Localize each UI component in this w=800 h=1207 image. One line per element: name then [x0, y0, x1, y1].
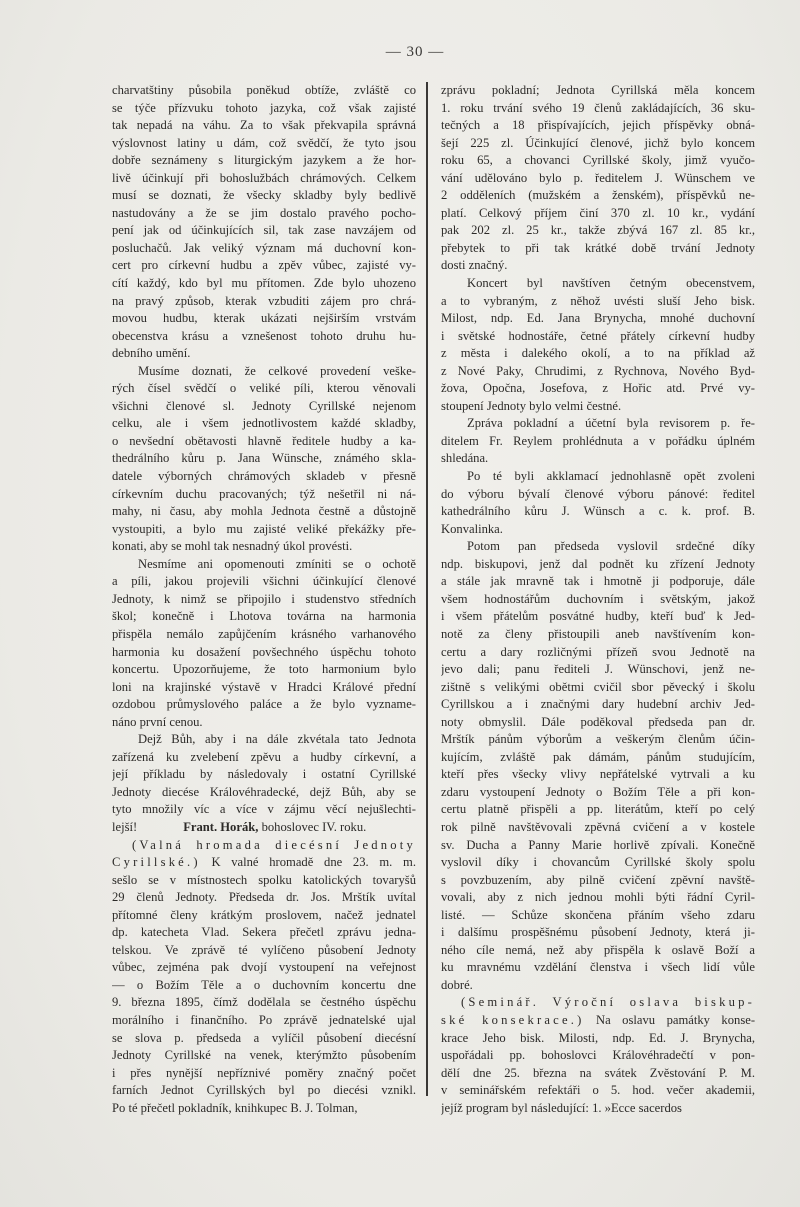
text-line: vání udělováno bylo p. ředitelem J. Wünschem ve	[441, 170, 755, 185]
text-line: i dalšímu prospěšnému působení Jednoty, která ji-	[441, 925, 755, 940]
text-line: Potom pan předseda vyslovil srdečné díky	[467, 539, 755, 554]
text-line: zprávu pokladní; Jednota Cyrillská měla koncem	[441, 83, 755, 97]
author-title: bohoslovec IV. roku.	[261, 819, 367, 834]
text-line: tečných a 18 přispívajících, jejich příspěvky obná-	[441, 118, 755, 133]
paragraph	[441, 415, 755, 468]
text-line: Mrštík pánům výborům a veškerým členům účin-	[441, 732, 755, 747]
text-fragment: lejší!	[112, 819, 138, 834]
text-line: Jednoty, k nimž se připojilo i studenstvo středních	[112, 591, 416, 606]
text-line: kteří přes všecky vlivy nepřátelské vytrvali a ku	[441, 767, 755, 782]
text-line: zdaru vystoupení Jednoty o Božím Těle a při kon-	[441, 784, 755, 799]
text-line: 9. března 1895, čímž dodělala se čestného úspěchu	[112, 995, 416, 1010]
text-line: i přes nynější nepříznivé poměry značný počet	[112, 1065, 416, 1080]
text-line: přítomné členy krátkým proslovem, načež jednatel	[112, 907, 416, 922]
text-line: vovali, aby z nich jednou mohli býti řádní Cyril-	[441, 890, 755, 905]
text-line: Jednoty Cyrillské na venek, kterýmžto působením	[112, 1048, 416, 1063]
text-line: Cyrillskou a i značnými dary hudební archiv Jed-	[441, 697, 755, 712]
text-line	[441, 1012, 755, 1030]
text-line: tak nepadá na váhu. Za to však překvapila správná	[112, 118, 416, 133]
text-line: koncertu. Upozorňujeme, že toto harmonium bylo	[112, 662, 416, 677]
text-line: charvatštiny působila poněkud obtíže, zvláště co	[112, 83, 416, 97]
text-line: Po té přečetl pokladník, knihkupec B. J. Tolman,	[112, 1100, 358, 1115]
text-line: Milost, ndp. Ed. Jana Brynycha, mnohé duchovní	[441, 311, 755, 326]
text-fragment: Na oslavu památky konse-	[596, 1012, 755, 1027]
text-line: Koncert byl navštíven četným obecenstvem,	[467, 276, 755, 291]
text-line: certu a dary rozličnými přízeň svou Jednotě na	[441, 644, 755, 659]
text-line: Konvalinka.	[441, 521, 503, 536]
text-line: Po té byli akklamací jednohlasně opět zvoleni	[467, 469, 755, 484]
paragraph	[441, 994, 755, 1117]
text-line: nastudovány a že se jim dostalo pravého pocho-	[112, 205, 416, 220]
text-line: škol; konečně i Lhotova továrna na harmonia	[112, 609, 416, 624]
text-line: a stále jak mravně tak i hmotně ji podporuje, dále	[441, 574, 755, 589]
paragraph	[112, 556, 416, 731]
paragraph	[441, 275, 755, 415]
text-line: mahy, ni času, aby mohla Jednota čestně a důstojně	[112, 504, 416, 519]
text-line: farních Jednot Cyrillských byl po diecési vznikl.	[112, 1083, 416, 1098]
section-heading-cont: Cyrillské.)	[112, 855, 201, 870]
text-line: certu platně přispěli a pp. literátům, kteří po celý	[441, 802, 755, 817]
text-line: ditelem Fr. Reylem prohlédnuta a v pořádku úplném	[441, 433, 755, 448]
text-line: thedrálního kůru p. Jana Wünsche, známého skla-	[112, 451, 416, 466]
text-line: v seminářském refektáři o 5. hod. večer akademii,	[441, 1083, 755, 1098]
paragraph	[112, 731, 416, 836]
text-line: telskou. Ve zprávě té vylíčeno působení Jednoty	[112, 942, 416, 957]
text-line: roku 65, a chovanci Cyrillské školy, jimž vyučo-	[441, 153, 755, 168]
text-line: uspořádali pp. bohoslovci Královéhradečtí v pon-	[441, 1048, 755, 1063]
text-line: zištně s velikými obětmi cvičil sbor pěvecký i školu	[441, 679, 755, 694]
text-line: ozdobou průmyslového paláce a že bylo vyzname-	[112, 697, 416, 712]
text-line: 1. roku trvání svého 19 členů zakládajících, 36 sku-	[441, 100, 755, 115]
text-line: noty obmyslil. Dále poděkoval předseda pan dr.	[441, 714, 755, 729]
text-line: její příkladu by následovaly i ostatní Cyrillské	[112, 767, 416, 782]
section-heading: (Seminář. Výroční oslava biskup-	[461, 995, 755, 1010]
text-line: pení jak od účinkujících sil, tak zase navzájem od	[112, 223, 416, 238]
text-line: cítí každý, kdo byl mu přítomen. Zde bylo uhozeno	[112, 276, 416, 291]
text-line: ndp. biskupovi, jenž dal podnět ku zřízení Jednoty	[441, 556, 755, 571]
text-line: přispěla nemálo zapůjčením krásného varhanového	[112, 626, 416, 641]
text-line: dobře seznámeny s liturgickým jazykem a že hor-	[112, 153, 416, 168]
text-line: 2 odděleních (mužském a ženském), příspěvků ne-	[441, 188, 755, 203]
text-line: dp. katecheta Vlad. Sekera přečetl zprávu jedna-	[112, 925, 416, 940]
text-line: vyslovil díky i chovancům Cyrillské školy spolu	[441, 855, 755, 870]
text-line: dosti značný.	[441, 258, 508, 273]
text-fragment: K valné hromadě dne 23. m. m.	[211, 855, 416, 870]
section-heading: (Valná hromada diecésní Jednoty	[132, 837, 416, 852]
signature-line	[112, 819, 416, 837]
right-column	[441, 82, 755, 1117]
text-line: ného cíle nemá, než aby přispěla k oslavě Boží a	[441, 942, 755, 957]
text-line: morálního i finančního. Po zprávě jednatelské ujal	[112, 1012, 416, 1027]
text-line: vystoupiti, a bylo mu zajisté veliké překážky pře-	[112, 521, 416, 536]
text-line: livě účinkují při bohoslužbách chrámových. Celkem	[112, 170, 416, 185]
text-line: i světské hodnostáře, četné přátely církevní hudby	[441, 328, 755, 343]
paragraph	[112, 363, 416, 556]
text-line: movou hudbu, kterak ukázati nejširším vrstvám	[112, 311, 416, 326]
text-line: přebytek to při tak krátké době trvání Jednoty	[441, 240, 755, 255]
text-line: tyto množily víc a více v zájmu věcí nejušlechti-	[112, 802, 416, 817]
text-line: notě za členy přistoupili aneb navštívením kon-	[441, 626, 755, 641]
text-line: církevním duchu pracovaných; týž nešetřil ni ná-	[112, 486, 416, 501]
text-line: jejíž program byl následující: 1. »Ecce sacerdos	[441, 1100, 682, 1115]
text-line: posluchačů. Jak veliký význam má duchovní kon-	[112, 240, 416, 255]
text-line: s povzbuzením, aby pilně cvičení zpěvní navště-	[441, 872, 755, 887]
text-line: dobré.	[441, 977, 473, 992]
text-line: cert pro církevní hudbu a zpěv vůbec, zajisté vy-	[112, 258, 416, 273]
text-line: a píli, jakou projevili všichni účinkující členové	[112, 574, 416, 589]
text-line: 29 členů Jednoty. Předseda dr. Jos. Mrštík uvítal	[112, 890, 416, 905]
text-line: musí se doznati, že všecky skladby byly bedlivě	[112, 188, 416, 203]
text-line: loni na krajinské výstavě v Hradci Králové přední	[112, 679, 416, 694]
text-line: stoupení Jednoty bylo velmi čestné.	[441, 398, 622, 413]
text-line: jevo dali; panu řediteli J. Wünschovi, jenž ne-	[441, 662, 755, 677]
text-line: krace Jeho bisk. Milosti, ndp. Ed. J. Brynycha,	[441, 1030, 755, 1045]
text-line: Musíme doznati, že celkové provedení veške-	[138, 363, 416, 378]
text-line: o nevšední obětavosti hlavně ředitele hudby a ka-	[112, 433, 416, 448]
text-line: sv. Ducha a Panny Marie horlivě zpívali. Konečně	[441, 837, 755, 852]
text-line: listé. — Schůze skončena přáním všeho zdaru	[441, 907, 755, 922]
section-heading-cont: ské konsekrace.)	[441, 1012, 585, 1027]
column-divider	[426, 82, 428, 1096]
text-line: z Nové Paky, Chrudimi, z Rychnova, Nového Byd-	[441, 363, 755, 378]
text-line: vůbec, zejména pak dvojí vystoupení na veřejnost	[112, 960, 416, 975]
text-line: a to vybraným, z něhož uvésti sluší Jeho bisk.	[441, 293, 755, 308]
text-line: Zpráva pokladní a účetní byla revisorem p. ře-	[467, 416, 755, 431]
paragraph	[441, 538, 755, 994]
text-line: náno první cenou.	[112, 714, 203, 729]
page-number: — 30 —	[385, 44, 445, 60]
text-line: do výboru bývalí členové výboru pánové: ředitel	[441, 486, 755, 501]
paragraph	[112, 837, 416, 1118]
text-line: ku mravnému vzdělání členstva i všech lidí vůle	[441, 960, 755, 975]
text-line: shledána.	[441, 451, 489, 466]
text-line: na pravý způsob, kterak vzbuditi zájem pro chrá-	[112, 293, 416, 308]
paragraph	[441, 468, 755, 538]
text-line: konati, aby se mohl tak nesnadný úkol provésti.	[112, 539, 353, 554]
text-line: z města i dalekého okolí, a to na příklad až	[441, 346, 755, 361]
text-line: dělí dne 25. března na svátek Zvěstování P. M.	[441, 1065, 755, 1080]
paragraph	[441, 82, 755, 275]
text-line: kathedrálního kůru J. Wünsch a c. k. prof. B.	[441, 504, 755, 519]
text-line: se týče přízvuku tohoto jazyka, což však zajisté	[112, 100, 416, 115]
text-line: výslovnost latiny u dám, což svědčí, že tyto jsou	[112, 135, 416, 150]
text-line: žova, Opočna, Josefova, z Hořic atd. Prvé vy-	[441, 381, 755, 396]
text-line: Nesmíme ani opomenouti zmíniti se o ochotě	[138, 556, 416, 571]
text-line: obecenstva krásu a vznešenost tohoto druhu hu-	[112, 328, 416, 343]
text-line: rých čísel svědčí o veliké píli, kterou věnovali	[112, 381, 416, 396]
left-column	[112, 82, 416, 1117]
text-line: kujícím, zvláště pak dámám, pánům studujícím,	[441, 749, 755, 764]
text-line: debního umění.	[112, 346, 191, 361]
text-line: všem hodnostářům duchovním i světským, jakož	[441, 591, 755, 606]
text-line: šejí 225 zl. Účinkující členové, jichž bylo koncem	[441, 135, 755, 150]
text-line: všichni členové sl. Jednoty Cyrillské nejenom	[112, 398, 416, 413]
paragraph	[112, 82, 416, 363]
text-line: rok pilně navštěvovali zpěvná cvičení a v kostele	[441, 819, 755, 834]
text-line: sešlo se v místnostech spolku katolických tovaryšů	[112, 872, 416, 887]
text-line: datele výborných chrámových skladeb v přesně	[112, 469, 416, 484]
text-line: se slova p. předseda a vylíčil působení diecésní	[112, 1030, 416, 1045]
text-line: platí. Celkový příjem činí 370 zl. 10 kr., vydání	[441, 205, 755, 220]
text-line: harmonia ku dosažení povšechného úspěchu tohoto	[112, 644, 416, 659]
text-line: i všem přátelům posvátné hudby, kteří buď k Jed-	[441, 609, 755, 624]
author-name: Frant. Horák,	[183, 819, 259, 834]
text-line: Dejž Bůh, aby i na dále zkvétala tato Jednota	[138, 732, 416, 747]
text-line: celku, ale i všem jednotlivostem každé skladby,	[112, 416, 416, 431]
text-line: pak 202 zl. 25 kr., takže zbývá 167 zl. 85 kr.,	[441, 223, 755, 238]
text-line	[112, 854, 416, 872]
text-line: Jednoty diecése Královéhradecké, dejž Bůh, aby se	[112, 784, 416, 799]
text-line: — o Božím Těle a o duchovním koncertu dne	[112, 977, 416, 992]
text-line: zařízená ku zvelebení zpěvu a hudby církevní, a	[112, 749, 416, 764]
